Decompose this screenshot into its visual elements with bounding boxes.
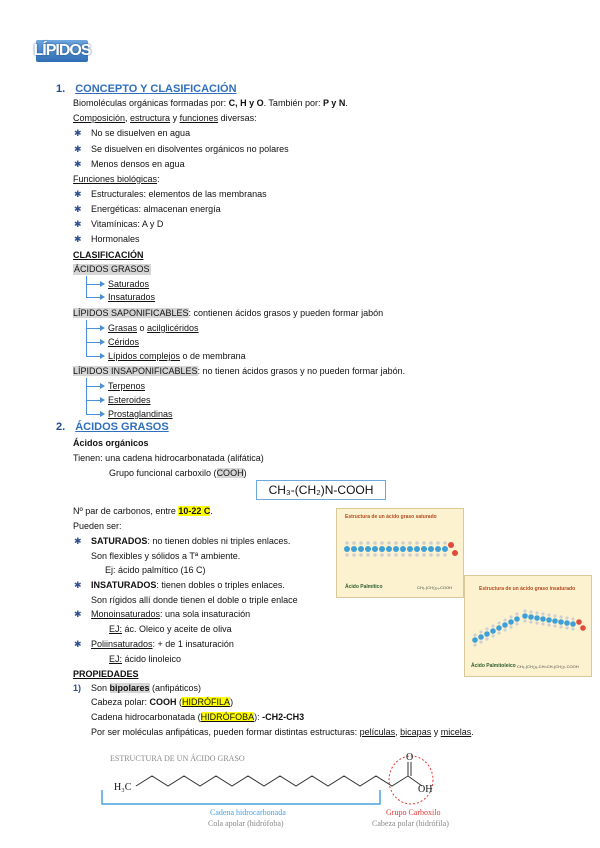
category-acidos-grasos: ÁCIDOS GRASOS: [74, 264, 150, 274]
atom: [503, 628, 506, 631]
image-title: Estructura de un ácido graso saturado: [345, 514, 437, 520]
atom: [436, 553, 440, 557]
tree-item: Esteroides: [108, 395, 151, 405]
text-underlined: Monoinsaturados: [91, 609, 161, 619]
text-underlined: Lípidos complejos: [108, 351, 181, 361]
text: ácido linoleico: [122, 654, 182, 664]
list-item: [91, 536, 290, 547]
atom: [541, 612, 544, 615]
tree-item: Prostaglandinas: [108, 409, 173, 419]
text: : no tienen ácidos grasos y no pueden formar jabón.: [197, 366, 406, 376]
atom: [394, 541, 398, 545]
text: (anfipáticos): [149, 683, 202, 693]
text: Nº par de carbonos, entre: [73, 506, 179, 516]
atom: [435, 546, 441, 552]
list-item: No se disuelven en agua: [91, 128, 191, 138]
atom: [535, 611, 538, 614]
saturated-fatty-acid-image: [336, 508, 464, 598]
atom: [546, 617, 552, 623]
text-bold: SATURADOS: [91, 536, 148, 546]
text-underlined: Grasas: [108, 323, 138, 333]
text-line: Tienen: una cadena hidrocarbonatada (alifática): [73, 453, 264, 463]
atom: [497, 631, 500, 634]
atom: [558, 619, 564, 625]
text-line: Ej: ácido palmítico (16 C): [105, 565, 206, 575]
image-label: Ácido Palmitoleico: [471, 663, 516, 669]
text-underlined: acilglicéridos: [147, 323, 199, 333]
text: y: [431, 727, 441, 737]
atom: [401, 541, 405, 545]
atom: [522, 613, 528, 619]
category-saponificables: LÍPIDOS SAPONIFICABLES: [73, 308, 189, 318]
section-title: ÁCIDOS GRASOS: [75, 421, 169, 433]
tree-item: [108, 323, 199, 334]
chain-bracket: [102, 790, 380, 804]
molecule-illustration: [337, 525, 463, 585]
text: y: [170, 113, 180, 123]
bullet-icon: ✱: [74, 639, 82, 649]
text-line: [91, 727, 474, 738]
arrow-icon: [100, 397, 105, 403]
bullet-icon: ✱: [74, 609, 82, 619]
atom: [380, 541, 384, 545]
atom: [485, 627, 488, 630]
carbon-chain: [136, 776, 408, 786]
atom: [442, 546, 448, 552]
atom: [422, 553, 426, 557]
atom: [547, 613, 550, 616]
text-bold: INSATURADOS: [91, 580, 157, 590]
atom: [345, 541, 349, 545]
text: : una sola insaturación: [160, 609, 251, 619]
text: diversas:: [218, 113, 257, 123]
atom: [523, 619, 526, 622]
structure-svg: [96, 752, 506, 842]
atom: [394, 553, 398, 557]
text-bold: -CH2-CH3: [262, 712, 305, 722]
text: Son: [91, 683, 110, 693]
text-underlined: micelas: [440, 727, 472, 737]
atom: [345, 553, 349, 557]
atom: [508, 619, 514, 625]
atom: [344, 546, 350, 552]
unsaturated-fatty-acid-image: [464, 575, 592, 677]
atom: [523, 609, 526, 612]
list-item: Menos densos en agua: [91, 159, 185, 169]
bullet-icon: ✱: [74, 536, 82, 546]
tree-connector: [86, 356, 100, 357]
atom: [365, 546, 371, 552]
tree-connector: [86, 276, 87, 298]
bullet-icon: ✱: [74, 580, 82, 590]
text-highlight: HIDRÓFILA: [182, 697, 231, 707]
category-insaponificables: LÍPIDOS INSAPONIFICABLES: [73, 366, 198, 376]
atom: [564, 620, 570, 626]
text: Biomoléculas orgánicas formadas por:: [73, 98, 229, 108]
atom: [351, 546, 357, 552]
tree-connector: [86, 284, 100, 285]
text-underlined: bicapas: [400, 727, 432, 737]
section-title: CONCEPTO Y CLASIFICACIÓN: [75, 83, 237, 95]
atom: [529, 610, 532, 613]
atom: [547, 623, 550, 626]
atom: [514, 616, 520, 622]
bullet-icon: ✱: [74, 204, 82, 214]
text-highlight: HIDRÓFOBA: [200, 712, 255, 722]
hydroxyl-label: OH: [418, 784, 433, 795]
text: ):: [254, 712, 263, 722]
tree-item: Terpenos: [108, 381, 146, 391]
arrow-icon: [100, 294, 105, 300]
text-line: [73, 506, 213, 517]
text: ,: [395, 727, 401, 737]
text: Grupo funcional carboxilo (: [109, 468, 217, 478]
atom: [553, 614, 556, 617]
atom: [535, 621, 538, 624]
text-line: Son flexibles y sólidos a Tª ambiente.: [91, 551, 241, 561]
text-line: [109, 468, 247, 479]
atom: [387, 553, 391, 557]
atom: [540, 616, 546, 622]
list-item: [91, 639, 234, 650]
list-item: Energéticas: almacenan energía: [91, 204, 221, 214]
atom: [473, 643, 476, 646]
atom: [393, 546, 399, 552]
formula-box: CH₃-(CH₂)N-COOH: [256, 480, 386, 500]
propiedades-heading: PROPIEDADES: [73, 669, 139, 679]
text-line: [109, 624, 232, 635]
text: : contienen ácidos grasos y pueden formar jabón: [188, 308, 384, 318]
tree-connector: [86, 342, 100, 343]
atom: [571, 627, 574, 630]
tree-connector: [86, 386, 100, 387]
text-line: [73, 366, 405, 377]
atom: [559, 615, 562, 618]
atom: [436, 541, 440, 545]
tree-item: Saturados: [108, 279, 150, 289]
image-label: Ácido Palmítico: [345, 584, 383, 590]
atom: [352, 541, 356, 545]
image-title: Estructura de un ácido graso insaturado: [479, 586, 576, 592]
section-number: 1.: [56, 83, 66, 95]
atom: [414, 546, 420, 552]
carboxyl-label: Grupo Carboxilo: [386, 808, 441, 817]
atom: [490, 628, 496, 634]
image-caption: CH₃-(CH₂)₅-CH=CH-(CH₂)₇-COOH: [517, 664, 579, 669]
text-underlined: películas: [359, 727, 396, 737]
atom: [366, 553, 370, 557]
atom: [541, 622, 544, 625]
text-line: [109, 654, 181, 665]
fatty-acid-structure-diagram: [96, 752, 506, 842]
text: ,: [125, 113, 131, 123]
text-line: [91, 712, 304, 723]
list-item: Vitamínicas: A y D: [91, 219, 164, 229]
atom: [515, 612, 518, 615]
atom: [372, 546, 378, 552]
atom: [422, 541, 426, 545]
atom: [485, 637, 488, 640]
tree-connector: [86, 297, 100, 298]
atom: [429, 541, 433, 545]
atom: [509, 615, 512, 618]
oxygen-label: O: [406, 752, 414, 763]
text-bold: C, H y O: [228, 98, 264, 108]
section-number: 2.: [56, 421, 66, 433]
text: Por ser moléculas anfipáticas, pueden formar distintas estructuras:: [91, 727, 360, 737]
list-number: 1): [73, 683, 82, 693]
text: : tienen dobles o triples enlaces.: [156, 580, 285, 590]
tree-item: Céridos: [108, 337, 140, 347]
section-heading-2: [56, 421, 169, 433]
text: Cadena hidrocarbonatada (: [91, 712, 201, 722]
diagram-title: ESTRUCTURA DE UN ÁCIDO GRASO: [110, 754, 245, 763]
text: ác. Oleico y aceite de oliva: [122, 624, 232, 634]
text-line: [91, 683, 201, 694]
text-underlined: Poliinsaturados: [91, 639, 153, 649]
head-label: Cabeza polar (hidrófila): [372, 819, 449, 828]
atom: [448, 542, 454, 548]
tree-connector: [86, 414, 100, 415]
text: ): [230, 697, 234, 707]
atom: [415, 553, 419, 557]
text: : + de 1 insaturación: [152, 639, 234, 649]
arrow-icon: [100, 281, 105, 287]
text-line: [73, 308, 383, 319]
molecule-atoms: [344, 541, 458, 557]
atom: [373, 541, 377, 545]
atom: [373, 553, 377, 557]
atom: [515, 622, 518, 625]
atom: [491, 634, 494, 637]
arrow-icon: [100, 339, 105, 345]
atom: [359, 541, 363, 545]
text: .: [345, 98, 348, 108]
bullet-icon: ✱: [74, 189, 82, 199]
text-underlined: funciones: [179, 113, 219, 123]
atom: [400, 546, 406, 552]
bullet-icon: ✱: [74, 219, 82, 229]
text: ): [243, 468, 247, 478]
list-item: Se disuelven en disolventes orgánicos no polares: [91, 144, 289, 154]
section-heading-1: [56, 83, 237, 95]
atom: [534, 615, 540, 621]
text-underlined: EJ:: [109, 654, 123, 664]
atom: [428, 546, 434, 552]
atom: [478, 634, 484, 640]
atom: [379, 546, 385, 552]
atom: [415, 541, 419, 545]
atom: [352, 553, 356, 557]
tree-connector: [86, 328, 100, 329]
bullet-icon: ✱: [74, 128, 82, 138]
atom: [408, 553, 412, 557]
atom: [502, 622, 508, 628]
tree-connector: [86, 378, 87, 415]
atom: [484, 631, 490, 637]
atom: [559, 625, 562, 628]
text: o de membrana: [180, 351, 246, 361]
atom: [552, 618, 558, 624]
atom: [479, 630, 482, 633]
text: : no tienen dobles ni triples enlaces.: [147, 536, 291, 546]
text-bold: COOH: [149, 697, 177, 707]
atom: [479, 640, 482, 643]
tree-item: Insaturados: [108, 292, 156, 302]
text-line: [73, 113, 257, 124]
tree-item: [108, 351, 246, 362]
atom: [472, 637, 478, 643]
document-title: LÍPIDOS: [36, 40, 88, 62]
bullet-icon: ✱: [74, 234, 82, 244]
text-highlight: bipolares: [109, 683, 150, 693]
list-item: [91, 580, 285, 591]
bullet-icon: ✱: [74, 144, 82, 154]
text: :: [157, 174, 160, 184]
methyl-label: H₃C: [114, 782, 132, 793]
text: . También por:: [263, 98, 323, 108]
atom: [528, 614, 534, 620]
atom: [429, 553, 433, 557]
image-caption: CH₃-(CH₂)₁₄-COOH: [417, 585, 453, 590]
atom: [529, 620, 532, 623]
atom: [401, 553, 405, 557]
tail-label: Cola apolar (hidrófoba): [208, 819, 284, 828]
atom: [565, 626, 568, 629]
list-item: [91, 609, 250, 620]
text-line: [73, 98, 348, 109]
atom: [553, 624, 556, 627]
atom: [571, 617, 574, 620]
text-underlined: estructura: [130, 113, 171, 123]
atom: [366, 541, 370, 545]
atom: [580, 625, 586, 631]
subheading: Ácidos orgánicos: [73, 438, 149, 448]
atom: [473, 633, 476, 636]
molecule-atoms: [472, 609, 586, 646]
list-item: Estructurales: elementos de las membranas: [91, 189, 267, 199]
bullet-icon: ✱: [74, 159, 82, 169]
atom: [421, 546, 427, 552]
text-underlined: Composición: [73, 113, 126, 123]
clasificacion-heading: CLASIFICACIÓN: [73, 250, 144, 260]
atom: [496, 625, 502, 631]
tree-connector: [86, 320, 87, 357]
text: (: [176, 697, 183, 707]
arrow-icon: [100, 353, 105, 359]
atom: [503, 618, 506, 621]
text-line: [73, 174, 160, 185]
text-highlight: COOH: [216, 468, 244, 478]
atom: [359, 553, 363, 557]
text-underlined: Funciones biológicas: [73, 174, 158, 184]
atom: [576, 619, 582, 625]
atom: [380, 553, 384, 557]
tree-connector: [86, 400, 100, 401]
chain-label: Cadena hidrocarbonada: [210, 808, 286, 817]
atom: [358, 546, 364, 552]
atom: [452, 550, 458, 556]
text-bold: P y N: [322, 98, 346, 108]
text: Cabeza polar:: [91, 697, 150, 707]
arrow-icon: [100, 325, 105, 331]
atom: [443, 553, 447, 557]
text-line: Pueden ser:: [73, 521, 122, 531]
text: .: [471, 727, 474, 737]
text-highlight: 10-22 C: [178, 506, 211, 516]
atom: [443, 541, 447, 545]
arrow-icon: [100, 383, 105, 389]
atom: [386, 546, 392, 552]
text-underlined: EJ:: [109, 624, 123, 634]
text: o: [137, 323, 148, 333]
atom: [509, 625, 512, 628]
atom: [408, 541, 412, 545]
atom: [491, 624, 494, 627]
molecule-illustration: [465, 594, 591, 664]
text: .: [210, 506, 213, 516]
atom: [497, 621, 500, 624]
text-line: [91, 697, 233, 708]
atom: [407, 546, 413, 552]
arrow-icon: [100, 411, 105, 417]
list-item: Hormonales: [91, 234, 140, 244]
atom: [570, 621, 576, 627]
text-line: Son rígidos allí donde tienen el doble o triple enlace: [91, 595, 298, 605]
atom: [565, 616, 568, 619]
atom: [387, 541, 391, 545]
